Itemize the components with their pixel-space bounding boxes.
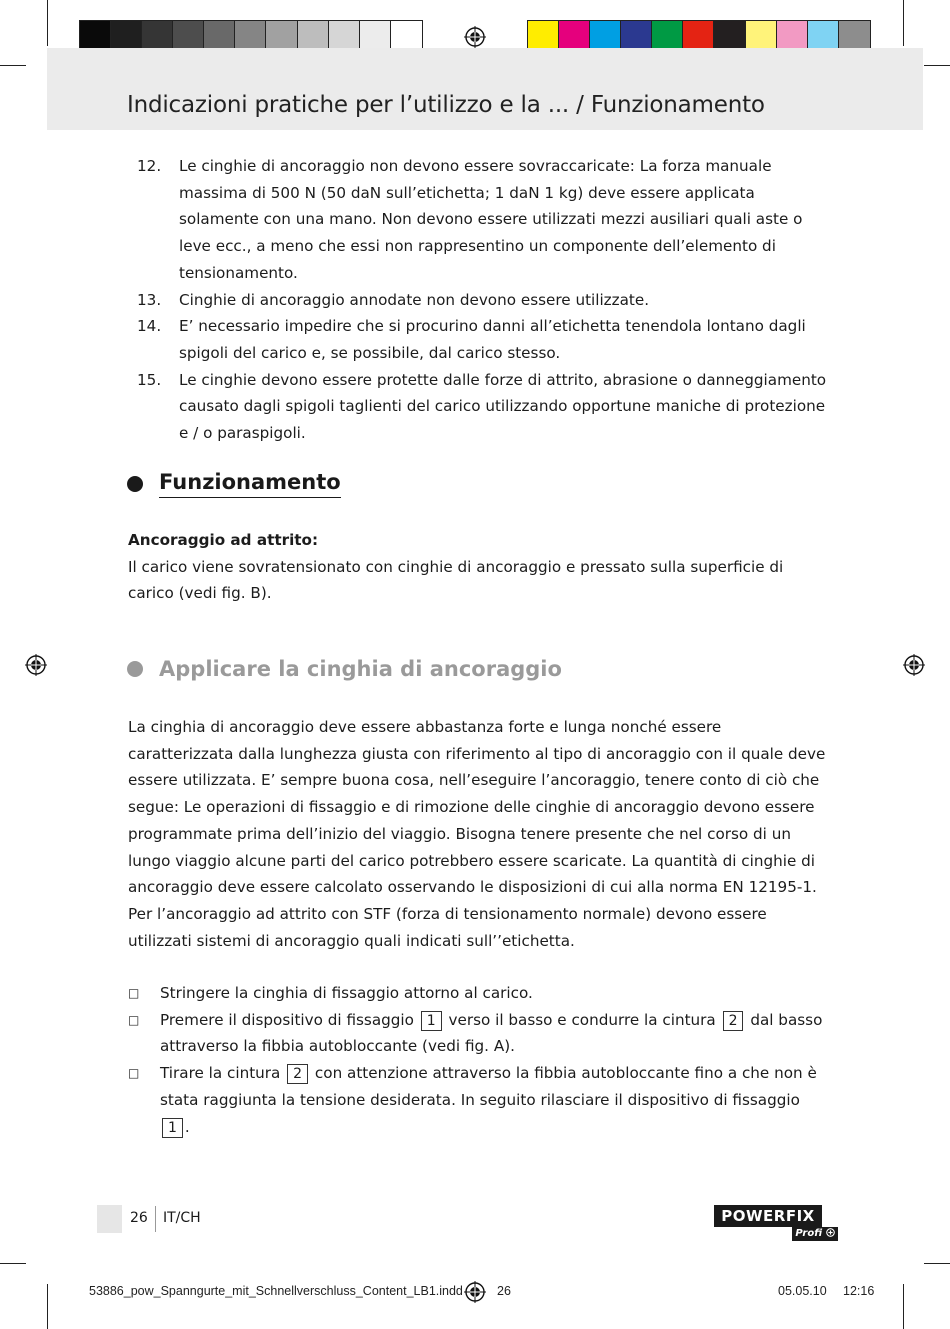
slug-date: 05.05.10 — [778, 1284, 827, 1298]
part-reference-badge: 2 — [287, 1064, 308, 1084]
footer-page-box — [97, 1205, 122, 1233]
crop-mark — [47, 1284, 48, 1329]
gray-swatch — [298, 21, 329, 51]
step-text-part: . — [184, 1117, 190, 1136]
numbered-list — [137, 153, 837, 447]
list-item — [137, 153, 837, 287]
checkbox-bullet-icon: □ — [128, 1012, 140, 1027]
crop-mark — [924, 65, 950, 66]
color-swatch — [528, 21, 559, 51]
section-title: Funzionamento — [159, 470, 341, 498]
slug-page: 26 — [497, 1284, 511, 1298]
step-list — [128, 980, 828, 1140]
color-swatch — [559, 21, 590, 51]
color-swatch — [714, 21, 745, 51]
footer-divider — [155, 1206, 156, 1232]
crop-mark — [47, 0, 48, 46]
list-item — [128, 980, 828, 1007]
gray-swatch — [142, 21, 173, 51]
step-text-part: Premere il dispositivo di fissaggio — [160, 1010, 414, 1029]
step-text: Stringere la cinghia di fissaggio attorno al carico. — [160, 984, 533, 1002]
list-item-text: Le cinghie devono essere protette dalle forze di attrito, abrasione o danneggiamento causato dagli spigoli taglienti del carico utilizzando opportune maniche di protezione e / o paraspigoli. — [179, 370, 827, 443]
gray-swatch — [360, 21, 391, 51]
list-item — [128, 1007, 828, 1060]
color-swatch — [683, 21, 714, 51]
step-text — [160, 1060, 825, 1140]
section-paragraph — [128, 527, 828, 607]
color-swatch — [746, 21, 777, 51]
list-item — [137, 287, 837, 314]
checkbox-bullet-icon: □ — [128, 1066, 140, 1081]
gray-swatch — [266, 21, 297, 51]
step-text-part: verso il basso e condurre la cintura — [448, 1010, 716, 1029]
paragraph-text: Il carico viene sovratensionato con cinghie di ancoraggio e pressato sulla superficie di carico (vedi fig. B). — [128, 557, 784, 603]
registration-mark-icon — [903, 654, 925, 676]
color-swatch — [621, 21, 652, 51]
list-item-text: Le cinghie di ancoraggio non devono essere sovraccaricate: La forza manuale massima di 500 N (50 daN sull’etichetta; 1 daN 1 kg) deve essere applicata solamente con una mano. Non devono essere utilizzati mezzi ausiliari quali aste o leve ecc., a meno che essi non rappresentino un componente dell’elemento di tensionamento. — [179, 157, 803, 282]
gray-swatch — [235, 21, 266, 51]
gray-swatch — [80, 21, 111, 51]
logo-subbrand-text: Profi — [795, 1228, 823, 1239]
list-item-number: 14. — [137, 317, 162, 336]
page-number: 26 — [130, 1210, 148, 1226]
list-item-number: 12. — [137, 157, 162, 175]
color-swatch — [808, 21, 839, 51]
crop-mark — [924, 1263, 950, 1264]
powerfix-logo — [714, 1205, 840, 1245]
crop-mark — [903, 1284, 904, 1329]
registration-mark-icon — [25, 654, 47, 676]
part-reference-badge: 1 — [421, 1011, 442, 1031]
subheading: Ancoraggio ad attrito: — [128, 531, 319, 549]
gray-swatch — [111, 21, 142, 51]
slug-filename: 53886_pow_Spanngurte_mit_Schnellverschluss_Content_LB1.indd — [89, 1284, 463, 1298]
gray-swatch — [329, 21, 360, 51]
section-paragraph: La cinghia di ancoraggio deve essere abbastanza forte e lunga nonché essere caratterizzata dalla lunghezza giusta con riferimento al tipo di ancoraggio con il quale deve essere utilizzata. E’ sempre buona cosa, nell’eseguire l’ancoraggio, tenere conto di ciò che segue: Le operazioni di fissaggio e di rimozione delle cinghie di ancoraggio devono essere programmate prima dell’inizio del viaggio. Bisogna tenere presente che nel corso di un lungo viaggio alcune parti del carico potrebbero essere scaricate. La quantità di cinghie di ancoraggio deve essere calcolato osservando le disposizioni di cui alla norma EN 12195-1. Per l’ancoraggio ad attrito con STF (forza di tensionamento normale) devono essere utilizzati sistemi di ancoraggio quali indicati sull’’etichetta. — [128, 718, 826, 950]
step-text — [160, 1007, 825, 1060]
registration-mark-icon — [464, 1281, 486, 1303]
list-item-text: E’ necessario impedire che si procurino danni all’etichetta tenendola lontano dagli spigoli del carico e, se possibile, dal carico stesso. — [179, 317, 806, 362]
section-heading-funzionamento — [127, 470, 341, 498]
checkbox-bullet-icon: □ — [128, 986, 140, 1000]
color-swatch — [652, 21, 683, 51]
section-title: Applicare la cinghia di ancoraggio — [159, 657, 562, 681]
list-item — [137, 313, 837, 366]
list-item — [128, 1060, 828, 1140]
section-heading-applicare — [127, 657, 562, 681]
list-item — [137, 367, 837, 447]
gray-swatch — [173, 21, 204, 51]
color-swatch — [839, 21, 870, 51]
step-text-part: Tirare la cintura — [160, 1064, 281, 1083]
page-title: Indicazioni pratiche per l’utilizzo e la ... / Funzionamento — [127, 92, 765, 118]
list-item-number: 13. — [137, 290, 162, 309]
logo-wordmark: POWERFIX — [714, 1205, 822, 1227]
list-item-number: 15. — [137, 370, 162, 389]
language-code: IT/CH — [163, 1210, 201, 1226]
part-reference-badge: 1 — [162, 1118, 183, 1138]
section-bullet-icon — [127, 661, 143, 677]
step-text-part: dal basso attraverso la fibbia autobloccante (vedi fig. A). — [160, 1010, 823, 1056]
plus-circle-icon — [826, 1228, 835, 1237]
part-reference-badge: 2 — [723, 1011, 744, 1031]
registration-mark-icon — [464, 26, 486, 48]
list-item-text: Cinghie di ancoraggio annodate non devono essere utilizzate. — [179, 290, 650, 309]
crop-mark — [0, 1263, 26, 1264]
color-swatch — [590, 21, 621, 51]
crop-mark — [0, 65, 26, 66]
color-swatch — [777, 21, 808, 51]
logo-subbrand — [792, 1227, 838, 1241]
crop-mark — [903, 0, 904, 46]
section-bullet-icon — [127, 476, 143, 492]
step-text-part: con attenzione attraverso la fibbia autobloccante fino a che non è stata raggiunta la tensione desiderata. In seguito rilasciare il dispositivo di fissaggio — [160, 1064, 817, 1109]
slug-time: 12:16 — [843, 1284, 875, 1298]
gray-swatch — [204, 21, 235, 51]
gray-swatch — [391, 21, 422, 51]
